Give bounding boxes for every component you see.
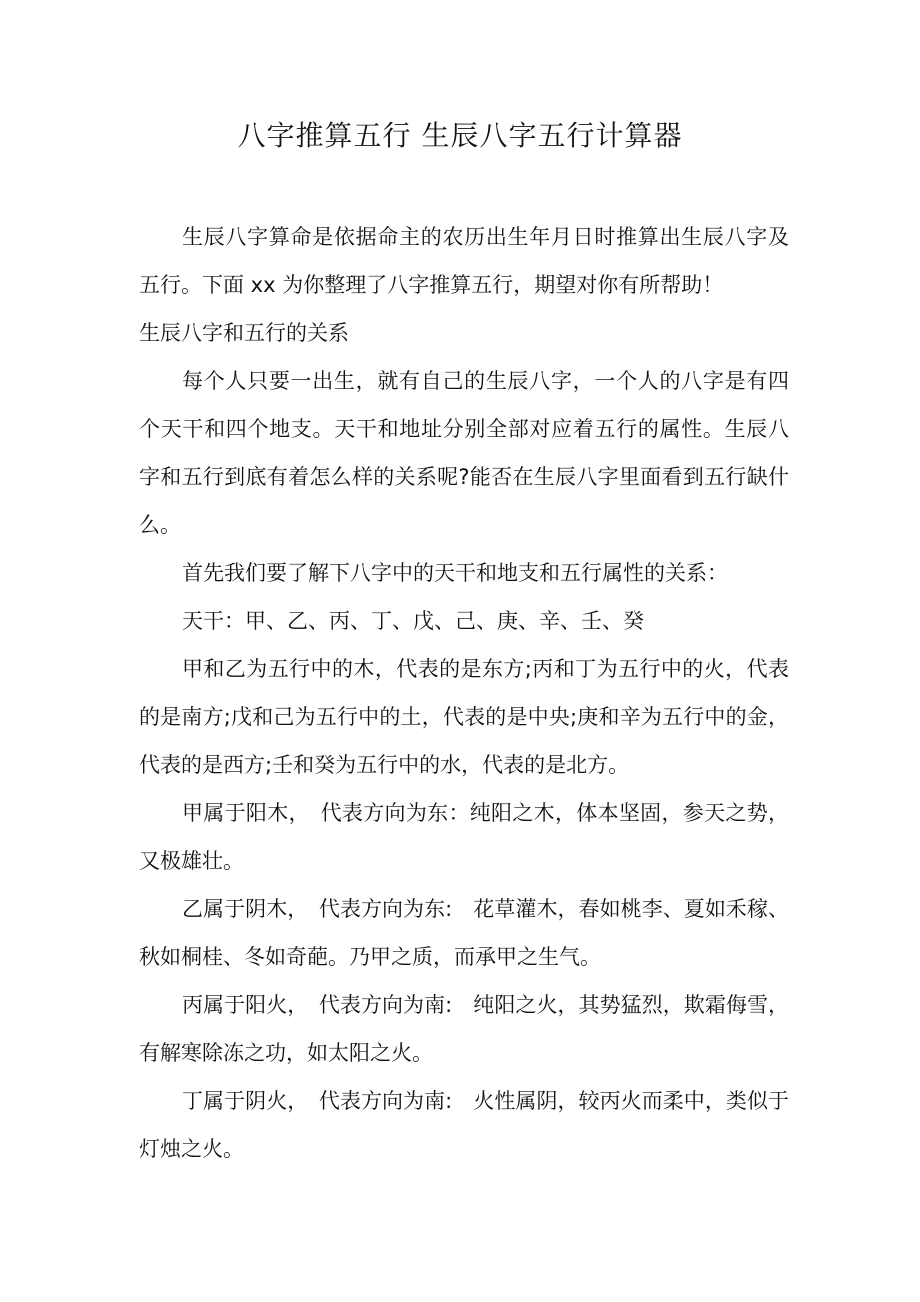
paragraph-elements-directions: 甲和乙为五行中的木，代表的是东方;丙和丁为五行中的火，代表的是南方;戊和己为五行中的土，代表的是中央;庚和辛为五行中的金，代表的是西方;壬和癸为五行中的水，代表的是北方。 [139,657,789,777]
paragraph-jia: 甲属于阳木， 代表方向为东：纯阳之木，体本坚固，参天之势，又极雄壮。 [139,801,789,873]
document-body [139,213,789,1173]
paragraph-ding: 丁属于阴火， 代表方向为南: 火性属阴，较丙火而柔中，类似于灯烛之火。 [139,1089,789,1161]
paragraph-yi: 乙属于阴木， 代表方向为东: 花草灌木，春如桃李、夏如禾稼、秋如桐桂、冬如奇葩。乃甲之质，而承甲之生气。 [139,897,789,969]
paragraph-relationship: 每个人只要一出生，就有自己的生辰八字，一个人的八字是有四个天干和四个地支。天干和地址分别全部对应着五行的属性。生辰八字和五行到底有着怎么样的关系呢?能否在生辰八字里面看到五行缺什么。 [139,369,789,537]
paragraph-heavenly-stems: 天干：甲、乙、丙、丁、戊、己、庚、辛、壬、癸 [182,609,644,633]
paragraph-first-understand: 首先我们要了解下八字中的天干和地支和五行属性的关系： [182,561,728,585]
paragraph-intro: 生辰八字算命是依据命主的农历出生年月日时推算出生辰八字及五行。下面 xx 为你整理了八字推算五行，期望对你有所帮助！ [139,225,789,297]
section-heading: 生辰八字和五行的关系 [139,321,349,345]
paragraph-bing: 丙属于阳火， 代表方向为南: 纯阳之火，其势猛烈，欺霜侮雪，有解寒除冻之功，如太阳之火。 [139,993,789,1065]
page-title: 八字推算五行 生辰八字五行计算器 [237,119,683,152]
